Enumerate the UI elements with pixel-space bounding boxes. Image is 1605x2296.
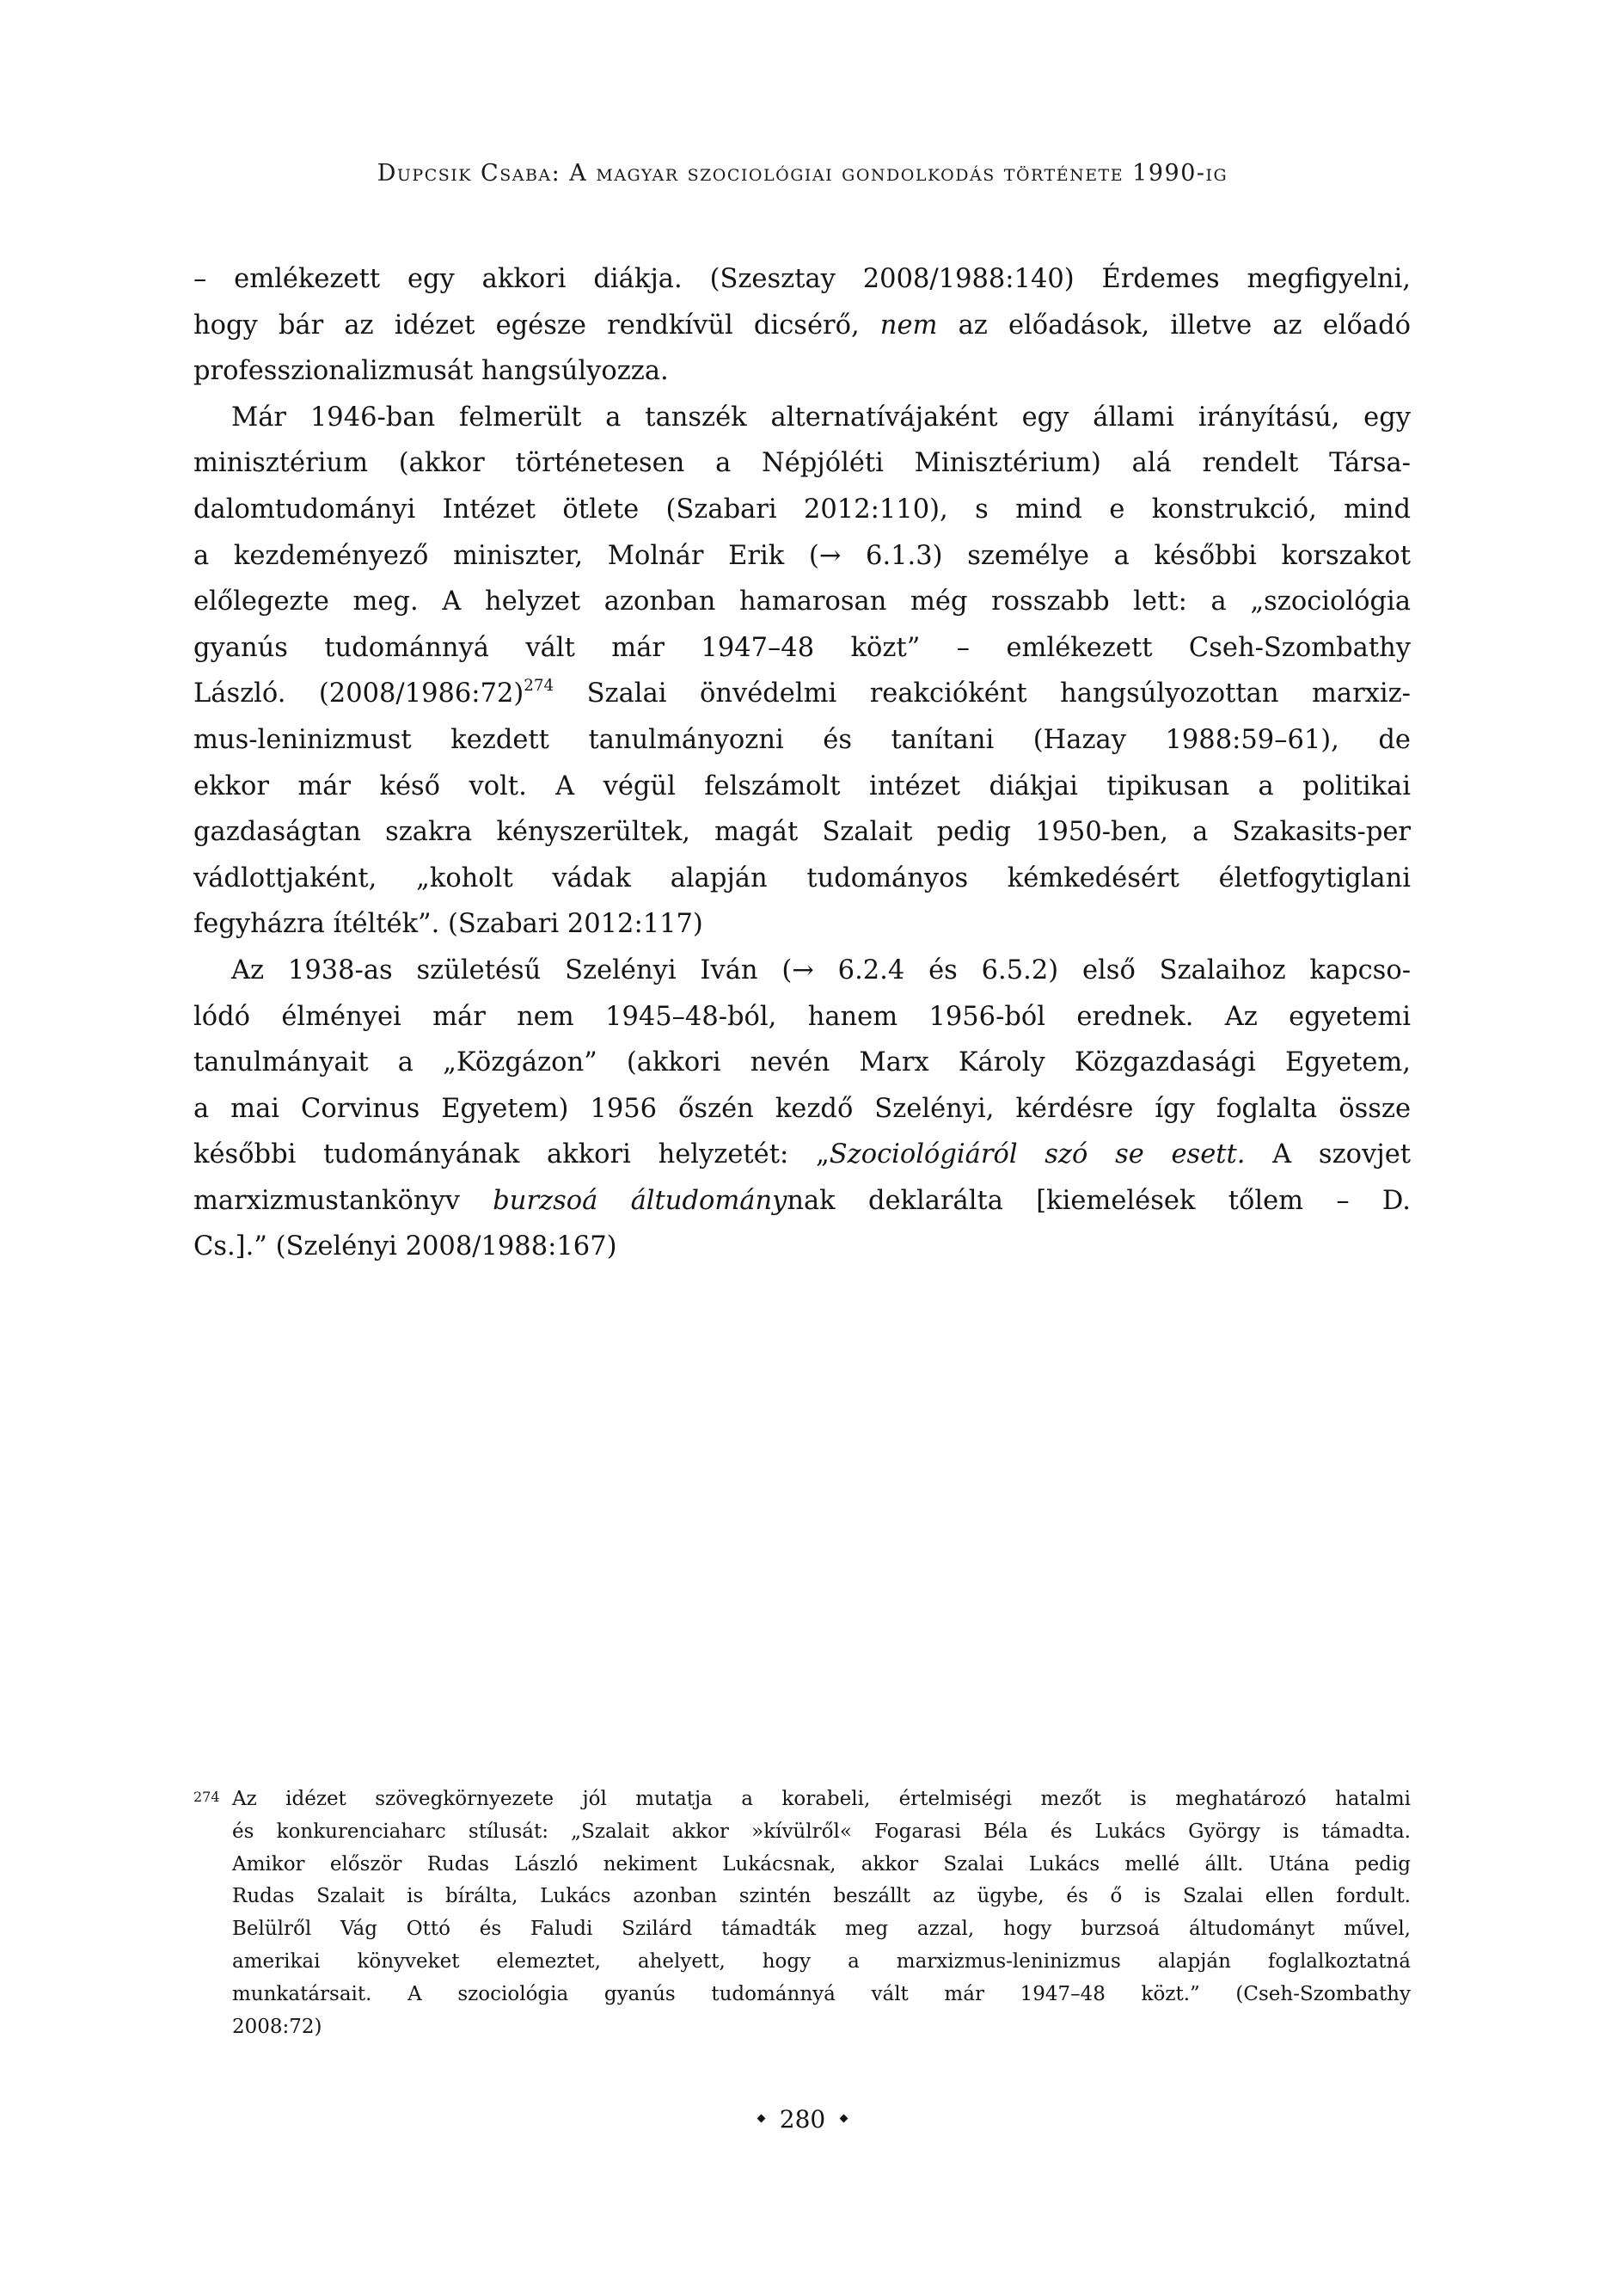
text-segment: vádlottjaként, „koholt vádak alapján tudományos kémkedésért életfogytiglani xyxy=(193,863,1411,893)
text-segment: marxizmustankönyv xyxy=(193,1185,493,1216)
text-line xyxy=(193,533,1411,580)
text-segment: Szalai önvédelmi reakcióként hangsúlyozottan marxiz- xyxy=(554,678,1411,709)
emphasis: Szociológiáról szó se esett. xyxy=(829,1139,1246,1170)
text-segment: gyanús tudománnyá vált már 1947–48 közt” – emlékezett Cseh-Szombathy xyxy=(193,632,1411,663)
text-line xyxy=(193,671,1411,717)
footnote-line: amerikai könyveket elemeztet, ahelyett, hogy a marxizmus-leninizmus alapján foglalkoztatná xyxy=(232,1949,1411,1973)
text-line xyxy=(193,901,1411,948)
text-segment: tanulmányait a „Közgázon” (akkori nevén Marx Károly Közgazdasági Egyetem, xyxy=(193,1047,1411,1078)
text-segment: a mai Corvinus Egyetem) 1956 őszén kezdő Szelényi, kérdésre így foglalta össze xyxy=(193,1093,1411,1124)
footnote-text xyxy=(232,1783,1411,2043)
text-line xyxy=(193,764,1411,810)
footnote-line: és konkurenciaharc stílusát: „Szalait akkor »kívülről« Fogarasi Béla és Lukács György is támadta. xyxy=(232,1820,1411,1843)
text-line xyxy=(193,1040,1411,1086)
text-line xyxy=(193,579,1411,625)
text-line xyxy=(193,395,1411,441)
bullet-right-icon xyxy=(840,2115,848,2123)
footnote-line: 2008:72) xyxy=(232,2015,322,2038)
footnote-reference: 274 xyxy=(524,677,554,696)
footnote-274 xyxy=(193,1783,1411,2043)
text-segment: ekkor már késő volt. A végül felszámolt intézet diákjai tipikusan a politikai xyxy=(193,770,1411,801)
text-segment: későbbi tudományának akkori helyzetét: „ xyxy=(193,1139,830,1170)
text-line xyxy=(193,809,1411,856)
text-segment: gazdaságtan szakra kényszerültek, magát Szalait pedig 1950-ben, a Szakasits-per xyxy=(193,817,1411,848)
text-line xyxy=(193,1132,1411,1178)
text-segment: Már 1946-ban felmerült a tanszék alternatívájaként egy állami irányítású, egy xyxy=(231,402,1411,433)
emphasis: burzsoá áltudomány xyxy=(493,1185,787,1216)
footnote-line: Rudas Szalait is bírálta, Lukács azonban szintén beszállt az ügybe, és ő is Szalai ellen fordult. xyxy=(232,1885,1411,1908)
footnote-line: Amikor először Rudas László nekiment Lukácsnak, akkor Szalai Lukács mellé állt. Utána pedig xyxy=(232,1852,1411,1875)
text-line xyxy=(193,256,1411,303)
text-line xyxy=(193,1086,1411,1133)
text-line xyxy=(193,856,1411,902)
text-segment: dalomtudományi Intézet ötlete (Szabari 2012:110), s mind e konstrukció, mind xyxy=(193,494,1411,525)
running-header: Dupcsik Csaba: A magyar szociológiai gondolkodás története 1990-ig xyxy=(377,160,1228,187)
text-segment: professzionalizmusát hangsúlyozza. xyxy=(193,356,669,387)
text-line xyxy=(193,1178,1411,1225)
text-line xyxy=(193,717,1411,764)
text-line xyxy=(193,625,1411,672)
page-number: 280 xyxy=(779,2105,826,2133)
bullet-left-icon xyxy=(757,2115,765,2123)
text-segment: a kezdeményező miniszter, Molnár Erik (→ 6.1.3) személye a későbbi korszakot xyxy=(193,540,1411,571)
page-number-block xyxy=(0,2105,1605,2133)
footnote-number: 274 xyxy=(193,1789,220,1805)
text-segment: előlegezte meg. A helyzet azonban hamarosan még rosszabb lett: a „szociológia xyxy=(193,586,1411,617)
text-segment: minisztérium (akkor történetesen a Népjóléti Minisztérium) alá rendelt Társa- xyxy=(193,448,1411,479)
text-line xyxy=(193,303,1411,349)
emphasis: nem xyxy=(879,310,938,341)
text-line xyxy=(193,994,1411,1041)
text-segment: – emlékezett egy akkori diákja. (Szesztay 2008/1988:140) Érdemes megfigyelni, xyxy=(193,264,1411,294)
footnote-line: Az idézet szövegkörnyezete jól mutatja a korabeli, értelmiségi mezőt is meghatározó hatalmi xyxy=(232,1788,1411,1810)
text-segment: az előadások, illetve az előadó xyxy=(937,310,1411,341)
text-segment: hogy bár az idézet egésze rendkívül dicsérő, xyxy=(193,310,880,341)
text-segment: A szovjet xyxy=(1245,1139,1412,1170)
text-segment: Az 1938-as születésű Szelényi Iván (→ 6.2.4 és 6.5.2) első Szalaihoz kapcso- xyxy=(231,955,1411,985)
text-line xyxy=(193,348,1411,395)
text-segment: fegyházra ítélték”. (Szabari 2012:117) xyxy=(193,909,703,940)
main-text xyxy=(193,256,1411,1270)
text-segment: Cs.].” (Szelényi 2008/1988:167) xyxy=(193,1231,617,1262)
footnote-line: munkatársait. A szociológia gyanús tudománnyá vált már 1947–48 közt.” (Cseh-Szombathy xyxy=(232,1982,1411,2005)
text-line xyxy=(193,487,1411,533)
text-line xyxy=(193,1224,1411,1270)
text-segment: mus-leninizmust kezdett tanulmányozni és tanítani (Hazay 1988:59–61), de xyxy=(193,724,1411,755)
text-segment: nak deklarálta [kiemelések tőlem – D. xyxy=(787,1185,1411,1216)
text-line xyxy=(193,440,1411,487)
text-segment: László. (2008/1986:72) xyxy=(193,678,524,709)
text-segment: lódó élményei már nem 1945–48-ból, hanem 1956-ból erednek. Az egyetemi xyxy=(193,1001,1411,1032)
text-line xyxy=(193,948,1411,994)
footnote-line: Belülről Vág Ottó és Faludi Szilárd támadták meg azzal, hogy burzsoá áltudományt művel, xyxy=(232,1918,1411,1941)
